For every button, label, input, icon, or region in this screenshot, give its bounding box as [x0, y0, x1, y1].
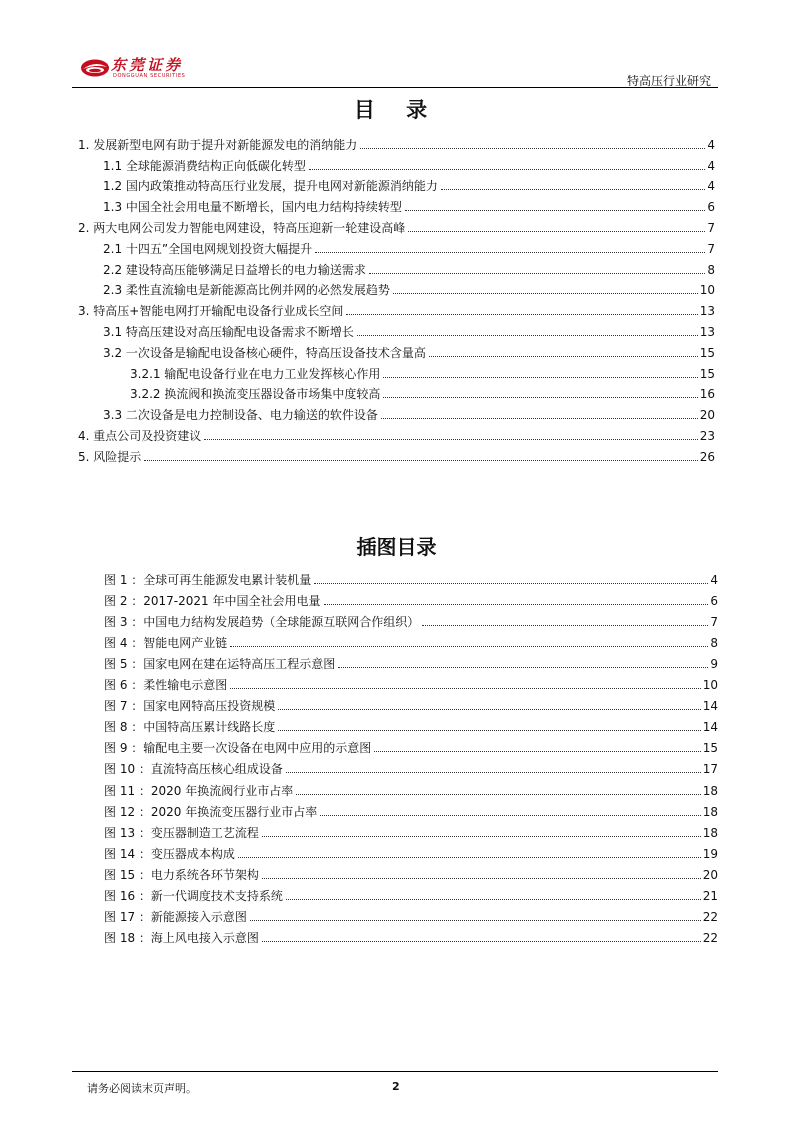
figure-entry-label: 图 7 ：国家电网特高压投资规模: [104, 699, 276, 714]
dot-leader: [262, 836, 701, 837]
dot-leader: [278, 709, 700, 710]
dot-leader: [381, 418, 698, 419]
toc-entry-page: 13: [699, 304, 715, 319]
dot-leader: [383, 377, 697, 378]
toc-entry-label: 1.3 中国全社会用电量不断增长，国内电力结构持续转型: [103, 200, 402, 215]
figure-entry-page: 18: [702, 825, 718, 840]
figure-entry[interactable]: [0, 713, 793, 734]
toc-entry-label: 2.2 建设特高压能够满足日益增长的电力输送需求: [103, 262, 366, 277]
dot-leader: [324, 604, 709, 605]
toc-entry-label: 3.2.2 换流阀和换流变压器设备市场集中度较高: [130, 387, 381, 402]
dot-leader: [405, 210, 705, 211]
toc-entry[interactable]: [0, 277, 793, 298]
figure-entry-page: 19: [702, 846, 718, 861]
dot-leader: [204, 439, 697, 440]
dot-leader: [393, 293, 698, 294]
dot-leader: [408, 231, 705, 232]
toc-entry-label: 2. 两大电网公司发力智能电网建设，特高压迎新一轮建设高峰: [78, 220, 406, 235]
dot-leader: [230, 646, 708, 647]
figure-entry-label: 图 3 ：中国电力结构发展趋势（全球能源互联网合作组织）: [104, 615, 420, 630]
toc-entry-page: 23: [699, 428, 715, 443]
toc-entry-label: 1.2 国内政策推动特高压行业发展，提升电网对新能源消纳能力: [103, 179, 438, 194]
figure-entry-label: 图 6 ：柔性输电示意图: [104, 678, 228, 693]
figure-entry[interactable]: [0, 903, 793, 924]
toc-entry[interactable]: [0, 152, 793, 173]
figure-entry-label: 图 8 ：中国特高压累计线路长度: [104, 720, 276, 735]
dot-leader: [338, 667, 708, 668]
dot-leader: [315, 252, 705, 253]
dot-leader: [369, 273, 705, 274]
figure-entry-page: 8: [710, 636, 718, 651]
dot-leader: [309, 169, 705, 170]
figure-entry-label: 图 17 ：新能源接入示意图: [104, 909, 247, 924]
dot-leader: [238, 857, 701, 858]
figure-entry[interactable]: [0, 798, 793, 819]
dot-leader: [286, 772, 701, 773]
toc-entry-label: 3.2.1 输配电设备行业在电力工业发挥核心作用: [130, 366, 381, 381]
figure-entry-page: 7: [710, 615, 718, 630]
figure-entry[interactable]: [0, 776, 793, 797]
figure-entry-page: 9: [710, 657, 718, 672]
dot-leader: [360, 148, 705, 149]
figure-entry[interactable]: [0, 692, 793, 713]
figure-entry-label: 图 18 ：海上风电接入示意图: [104, 930, 259, 945]
figure-entry-label: 图 12 ：2020 年换流变压器行业市占率: [104, 804, 318, 819]
toc-entry[interactable]: [0, 173, 793, 194]
figure-entry-page: 20: [702, 867, 718, 882]
toc-entry-page: 7: [707, 241, 715, 256]
dot-leader: [296, 794, 700, 795]
figure-entry-label: 图 16 ：新一代调度技术支持系统: [104, 888, 283, 903]
footer-divider: [72, 1071, 718, 1072]
toc-entry-page: 16: [699, 387, 715, 402]
figure-entry-page: 10: [702, 678, 718, 693]
toc-entry-label: 4. 重点公司及投资建议: [78, 428, 202, 443]
toc-entry[interactable]: [0, 297, 793, 318]
toc-entry[interactable]: [0, 256, 793, 277]
dot-leader: [286, 899, 701, 900]
figure-entry-label: 图 9 ：输配电主要一次设备在电网中应用的示意图: [104, 741, 372, 756]
figure-entry[interactable]: [0, 671, 793, 692]
figure-entry-label: 图 4 ：智能电网产业链: [104, 636, 228, 651]
toc-entry[interactable]: [0, 443, 793, 464]
toc-entry-page: 4: [707, 158, 715, 173]
figure-entry-label: 图 13 ：变压器制造工艺流程: [104, 825, 259, 840]
dot-leader: [422, 625, 708, 626]
figure-entry-label: 图 15 ：电力系统各环节架构: [104, 867, 259, 882]
toc-entry[interactable]: [0, 401, 793, 422]
toc-entry[interactable]: [0, 193, 793, 214]
toc-entry-page: 6: [707, 200, 715, 215]
toc-entry-label: 2.3 柔性直流输电是新能源高比例并网的必然发展趋势: [103, 283, 390, 298]
figure-entry-label: 图 14 ：变压器成本构成: [104, 846, 235, 861]
toc-entry-page: 13: [699, 324, 715, 339]
figure-entry-page: 17: [702, 762, 718, 777]
figure-entry[interactable]: [0, 608, 793, 629]
figure-entry-page: 18: [702, 804, 718, 819]
toc-entry[interactable]: [0, 422, 793, 443]
report-type: 特高压行业研究: [626, 74, 711, 88]
figure-entry[interactable]: [0, 861, 793, 882]
figure-entry-page: 15: [702, 741, 718, 756]
figure-entry-page: 22: [702, 909, 718, 924]
figure-entry[interactable]: [0, 650, 793, 671]
figure-entry-label: 图 1 ：全球可再生能源发电累计装机量: [104, 573, 312, 588]
toc-entry[interactable]: [0, 318, 793, 339]
toc-entry[interactable]: [0, 339, 793, 360]
figure-entry-label: 图 5 ：国家电网在建在运特高压工程示意图: [104, 657, 336, 672]
toc-entry-label: 1.1 全球能源消费结构正向低碳化转型: [103, 158, 306, 173]
toc-entry-label: 3.2 一次设备是输配电设备核心硬件，特高压设备技术含量高: [103, 345, 426, 360]
dot-leader: [383, 397, 697, 398]
toc-title: 目 录: [353, 98, 440, 122]
company-logo: [80, 56, 215, 84]
dot-leader: [262, 878, 701, 879]
toc-entry[interactable]: [0, 360, 793, 381]
figure-entry-page: 6: [710, 594, 718, 609]
toc-entry[interactable]: [0, 131, 793, 152]
figure-entry[interactable]: [0, 924, 793, 945]
figure-entry[interactable]: [0, 819, 793, 840]
toc-entry-label: 5. 风险提示: [78, 449, 142, 464]
logo-chinese-name: 东莞证券: [111, 56, 184, 74]
dot-leader: [230, 688, 700, 689]
figure-entry-page: 21: [702, 888, 718, 903]
dot-leader: [441, 189, 705, 190]
header-divider: [72, 87, 718, 88]
figure-entry-page: 14: [702, 699, 718, 714]
toc-entry-label: 1. 发展新型电网有助于提升对新能源发电的消纳能力: [78, 137, 358, 152]
toc-entry-page: 20: [699, 408, 715, 423]
toc-entry-page: 8: [707, 262, 715, 277]
page-number: 2: [392, 1080, 400, 1093]
toc-list: [0, 131, 793, 464]
toc-entry-page: 10: [699, 283, 715, 298]
footer-disclaimer: 请务必阅读末页声明。: [87, 1082, 197, 1095]
dot-leader: [144, 460, 697, 461]
figure-entry[interactable]: [0, 629, 793, 650]
figure-entry-label: 图 10 ：直流特高压核心组成设备: [104, 762, 283, 777]
figure-entry[interactable]: [0, 840, 793, 861]
logo-mark-icon: [80, 56, 110, 80]
toc-entry-label: 3. 特高压+智能电网打开输配电设备行业成长空间: [78, 304, 344, 319]
toc-entry-label: 3.3 二次设备是电力控制设备、电力输送的软件设备: [103, 408, 378, 423]
dot-leader: [278, 730, 700, 731]
figure-entry-page: 22: [702, 930, 718, 945]
figure-list-title: 插图目录: [356, 535, 437, 559]
figure-entry-page: 18: [702, 783, 718, 798]
figure-entry[interactable]: [0, 566, 793, 587]
toc-entry[interactable]: [0, 214, 793, 235]
toc-entry-page: 7: [707, 220, 715, 235]
toc-entry-page: 4: [707, 179, 715, 194]
toc-entry[interactable]: [0, 381, 793, 402]
figure-entry[interactable]: [0, 587, 793, 608]
dot-leader: [429, 356, 698, 357]
dot-leader: [320, 815, 700, 816]
toc-entry-page: 26: [699, 449, 715, 464]
figure-entry[interactable]: [0, 734, 793, 755]
toc-entry-page: 15: [699, 345, 715, 360]
figure-entry-label: 图 11 ：2020 年换流阀行业市占率: [104, 783, 294, 798]
figure-list: [0, 566, 793, 945]
toc-entry[interactable]: [0, 235, 793, 256]
figure-entry[interactable]: [0, 882, 793, 903]
dot-leader: [346, 314, 697, 315]
dot-leader: [357, 335, 698, 336]
figure-entry-label: 图 2 ：2017-2021 年中国全社会用电量: [104, 594, 321, 609]
toc-entry-page: 15: [699, 366, 715, 381]
logo-english-name: DONGGUAN SECURITIES: [113, 73, 186, 79]
toc-entry-label: 2.1 十四五”全国电网规划投资大幅提升: [103, 241, 313, 256]
dot-leader: [262, 941, 701, 942]
toc-entry-page: 4: [707, 137, 715, 152]
figure-entry-page: 4: [710, 573, 718, 588]
figure-entry-page: 14: [702, 720, 718, 735]
dot-leader: [314, 583, 708, 584]
toc-entry-label: 3.1 特高压建设对高压输配电设备需求不断增长: [103, 324, 354, 339]
dot-leader: [250, 920, 701, 921]
figure-entry[interactable]: [0, 755, 793, 776]
dot-leader: [374, 751, 700, 752]
